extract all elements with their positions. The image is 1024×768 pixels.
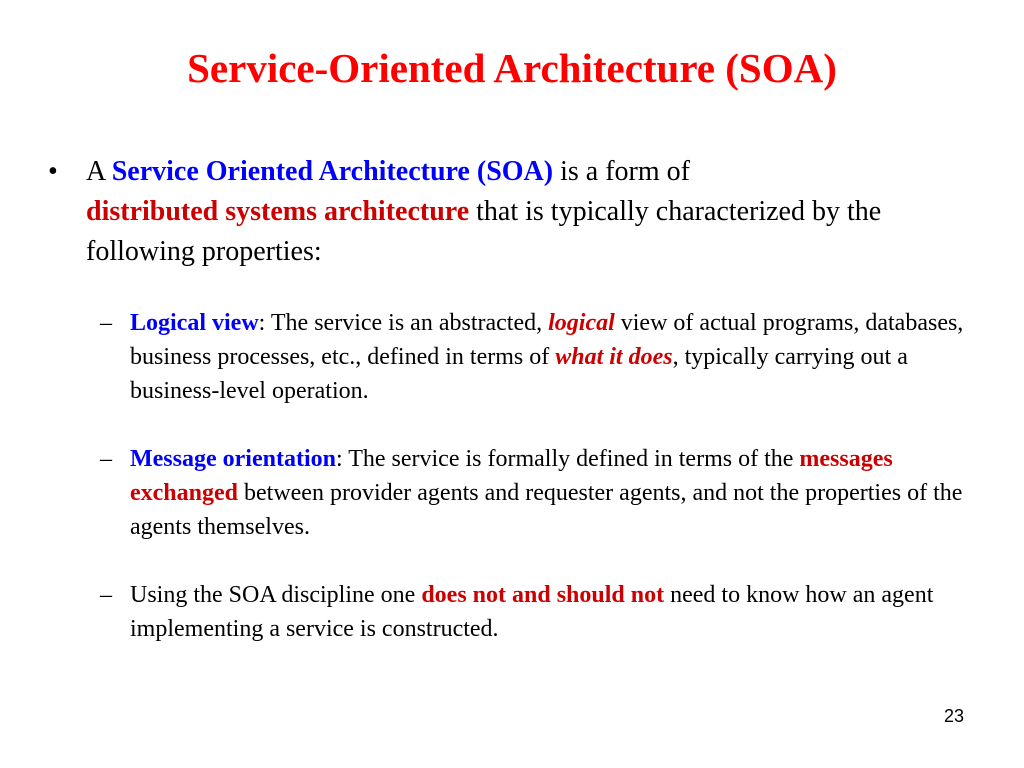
subpoint-text-part: , typically carrying out a business-level operation. — [130, 344, 908, 404]
subpoint-text-part: : The service is an abstracted, — [258, 310, 549, 336]
does-not-emphasis: does not and should not — [421, 582, 665, 608]
messages-exchanged-emphasis: messages exchanged — [130, 446, 893, 506]
subpoint-text — [130, 578, 990, 646]
message-orientation-term: Message orientation — [130, 446, 336, 472]
dash: – — [100, 582, 112, 608]
subpoint-text-part: need to know how an agent implementing a service is constructed. — [130, 582, 934, 642]
subpoint-text-part: view of actual programs, databases, business processes, etc., defined in terms of — [130, 310, 964, 370]
page-number: 23 — [943, 706, 964, 726]
dash: – — [100, 310, 112, 336]
bullet-post: that is typically characterized by the following properties: — [86, 196, 882, 267]
logical-emphasis: logical — [548, 310, 615, 336]
bullet-mid: is a form of — [553, 156, 690, 187]
what-it-does-emphasis: what it does — [555, 344, 673, 370]
slide-title: Service-Oriented Architecture (SOA) — [187, 45, 837, 91]
subpoint-logical-view — [100, 306, 990, 408]
subpoint-text — [130, 442, 990, 544]
main-bullet-text — [86, 152, 978, 272]
bullet-pre: A — [86, 156, 112, 187]
subpoint-text-part: between provider agents and requester agents, and not the properties of the agents themselves. — [130, 480, 963, 540]
distributed-term: distributed systems architecture — [86, 196, 470, 227]
subpoint-soa-discipline — [100, 578, 990, 646]
dash: – — [100, 446, 112, 472]
logical-view-term: Logical view — [130, 310, 259, 336]
soa-term: Service Oriented Architecture (SOA) — [111, 156, 554, 187]
bullet-dot: • — [48, 156, 58, 187]
subpoint-message-orientation — [100, 442, 990, 544]
subpoint-text-part: : The service is formally defined in terms of the — [335, 446, 800, 472]
subpoint-text — [130, 306, 990, 408]
subpoint-text-part: Using the SOA discipline one — [130, 582, 422, 608]
main-bullet — [48, 152, 978, 272]
